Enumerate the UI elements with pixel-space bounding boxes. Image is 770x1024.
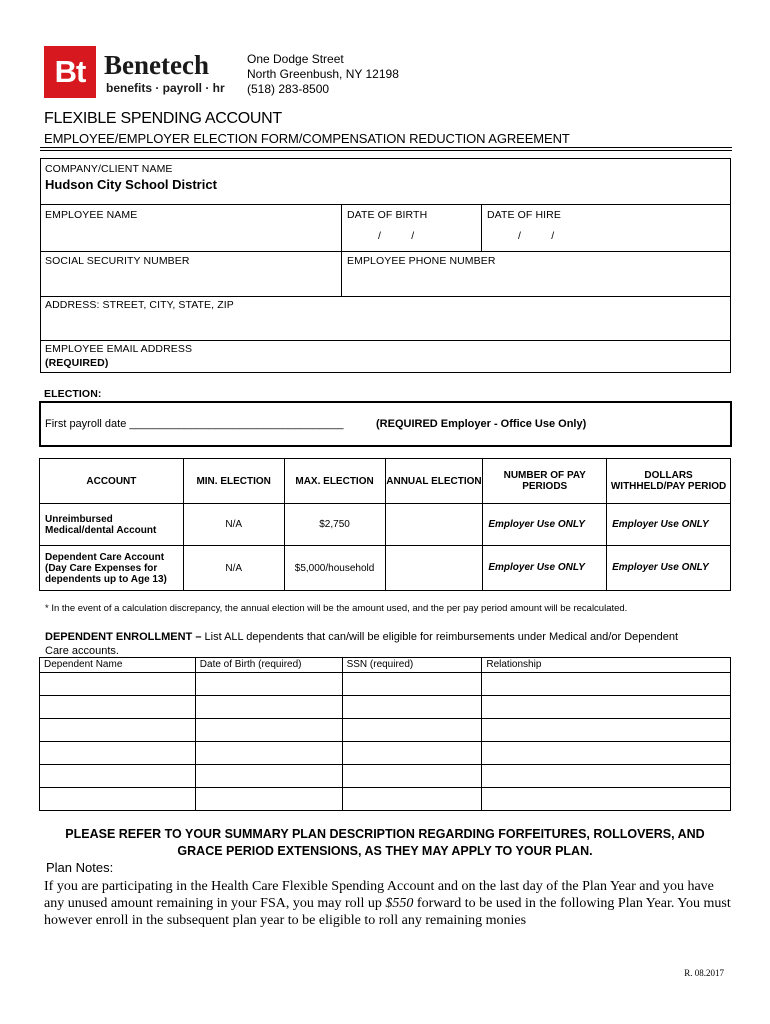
- dependent-name-cell[interactable]: [40, 765, 196, 788]
- date-of-hire-label[interactable]: DATE OF HIRE: [487, 209, 561, 221]
- dependent-relationship-cell[interactable]: [482, 765, 731, 788]
- form-title: FLEXIBLE SPENDING ACCOUNT: [44, 110, 282, 127]
- row-divider: [40, 296, 731, 297]
- annual-election-input[interactable]: [385, 504, 483, 546]
- dependent-relationship-cell[interactable]: [482, 673, 731, 696]
- col-date-of-birth: Date of Birth (required): [195, 658, 342, 673]
- col-divider: [481, 204, 482, 251]
- employee-name-label[interactable]: EMPLOYEE NAME: [45, 209, 138, 221]
- table-row: [40, 673, 731, 696]
- header-min-election: MIN. ELECTION: [183, 459, 284, 504]
- max-election: $5,000/household: [284, 546, 385, 591]
- first-payroll-date[interactable]: First payroll date ___________________________________: [45, 418, 344, 430]
- account-name: Unreimbursed Medical/dental Account: [40, 504, 184, 546]
- plan-notes-heading: Plan Notes:: [46, 860, 114, 875]
- company-label: COMPANY/CLIENT NAME: [45, 163, 173, 175]
- address-street: One Dodge Street: [247, 52, 344, 66]
- dependent-enrollment-heading: DEPENDENT ENROLLMENT –: [45, 631, 202, 643]
- header-pay-periods: NUMBER OF PAY PERIODS: [483, 459, 607, 504]
- benetech-logo-mark: Bt: [44, 46, 96, 98]
- header-dollars-withheld: DOLLARS WITHHELD/PAY PERIOD: [607, 459, 731, 504]
- date-of-birth-slashes: / /: [378, 230, 415, 242]
- dependent-ssn-cell[interactable]: [342, 765, 482, 788]
- dependent-dob-cell[interactable]: [195, 765, 342, 788]
- account-name: Dependent Care Account (Day Care Expenses for dependents up to Age 13): [40, 546, 184, 591]
- title-divider: [40, 147, 732, 151]
- header-account: ACCOUNT: [40, 459, 184, 504]
- dollars-withheld: Employer Use ONLY: [607, 504, 731, 546]
- col-divider: [341, 204, 342, 297]
- table-row: [40, 504, 731, 546]
- dependent-relationship-cell[interactable]: [482, 719, 731, 742]
- plan-text-part-b: forward to be used in the following Plan Year. You must however enroll in the subsequent plan year to be eligible to roll any remaining monies: [44, 896, 731, 928]
- revision-date: R. 08.2017: [684, 968, 724, 978]
- election-heading: ELECTION:: [44, 388, 102, 400]
- rollover-amount: $550: [385, 896, 414, 911]
- dependent-name-cell[interactable]: [40, 788, 196, 811]
- dependent-relationship-cell[interactable]: [482, 696, 731, 719]
- address-label[interactable]: ADDRESS: STREET, CITY, STATE, ZIP: [45, 299, 234, 311]
- dependent-name-cell[interactable]: [40, 742, 196, 765]
- table-row: [40, 788, 731, 811]
- dependent-relationship-cell[interactable]: [482, 742, 731, 765]
- table-row: [40, 546, 731, 591]
- dependent-dob-cell[interactable]: [195, 742, 342, 765]
- dependent-enrollment-instructions: List ALL dependents that can/will be eligible for reimbursements under Medical and/or Dependent Care accounts.: [45, 631, 679, 657]
- dependent-dob-cell[interactable]: [195, 788, 342, 811]
- dependent-name-cell[interactable]: [40, 719, 196, 742]
- refer-line-1: PLEASE REFER TO YOUR SUMMARY PLAN DESCRIPTION REGARDING FORFEITURES, ROLLOVERS, AND: [65, 827, 705, 841]
- ssn-label[interactable]: SOCIAL SECURITY NUMBER: [45, 255, 190, 267]
- dependent-name-cell[interactable]: [40, 696, 196, 719]
- dependent-ssn-cell[interactable]: [342, 788, 482, 811]
- discrepancy-note: * In the event of a calculation discrepancy, the annual election will be the amount used, and the per pay period amount will be recalculated.: [45, 603, 628, 614]
- dependent-dob-cell[interactable]: [195, 719, 342, 742]
- table-row: [40, 696, 731, 719]
- dependent-relationship-cell[interactable]: [482, 788, 731, 811]
- plan-notes-text: [44, 878, 734, 929]
- annual-election-input[interactable]: [385, 546, 483, 591]
- date-of-birth-label[interactable]: DATE OF BIRTH: [347, 209, 428, 221]
- dependent-dob-cell[interactable]: [195, 696, 342, 719]
- col-relationship: Relationship: [482, 658, 731, 673]
- dependent-dob-cell[interactable]: [195, 673, 342, 696]
- dependent-ssn-cell[interactable]: [342, 719, 482, 742]
- header-max-election: MAX. ELECTION: [284, 459, 385, 504]
- phone-label[interactable]: EMPLOYEE PHONE NUMBER: [347, 255, 496, 267]
- email-label[interactable]: EMPLOYEE EMAIL ADDRESS: [45, 343, 193, 355]
- min-election: N/A: [183, 546, 284, 591]
- row-divider: [40, 204, 731, 205]
- refer-line-2: GRACE PERIOD EXTENSIONS, AS THEY MAY APPLY TO YOUR PLAN.: [177, 844, 593, 858]
- table-row: [40, 765, 731, 788]
- dependent-table: [39, 657, 731, 811]
- dollars-withheld: Employer Use ONLY: [607, 546, 731, 591]
- col-dependent-name: Dependent Name: [40, 658, 196, 673]
- required-employer-note: (REQUIRED Employer - Office Use Only): [376, 418, 587, 430]
- account-table: [39, 458, 731, 591]
- min-election: N/A: [183, 504, 284, 546]
- table-row: [40, 719, 731, 742]
- address-city: North Greenbush, NY 12198: [247, 67, 399, 81]
- row-divider: [40, 340, 731, 341]
- plan-text-part-a: If you are participating in the Health Care Flexible Spending Account and on the last day of the Plan Year and you have any unused amount remaining in your FSA, you may roll up: [44, 879, 714, 911]
- email-required: (REQUIRED): [45, 357, 109, 369]
- table-row: [40, 742, 731, 765]
- dependent-ssn-cell[interactable]: [342, 696, 482, 719]
- dependent-name-cell[interactable]: [40, 673, 196, 696]
- row-divider: [40, 251, 731, 252]
- dependent-enrollment-text: [45, 630, 695, 658]
- header-annual-election: ANNUAL ELECTION: [385, 459, 483, 504]
- pay-periods: Employer Use ONLY: [483, 504, 607, 546]
- address-phone: (518) 283-8500: [247, 82, 330, 96]
- form-subtitle: EMPLOYEE/EMPLOYER ELECTION FORM/COMPENSATION REDUCTION AGREEMENT: [44, 131, 570, 146]
- dependent-ssn-cell[interactable]: [342, 673, 482, 696]
- benetech-logo-tagline: benefits · payroll · hr: [106, 81, 225, 95]
- dependent-ssn-cell[interactable]: [342, 742, 482, 765]
- benetech-logo-name: Benetech: [104, 50, 209, 80]
- col-ssn: SSN (required): [342, 658, 482, 673]
- date-of-hire-slashes: / /: [518, 230, 555, 242]
- refer-to-spd-notice: [40, 826, 730, 860]
- max-election: $2,750: [284, 504, 385, 546]
- company-value[interactable]: Hudson City School District: [45, 177, 217, 192]
- pay-periods: Employer Use ONLY: [483, 546, 607, 591]
